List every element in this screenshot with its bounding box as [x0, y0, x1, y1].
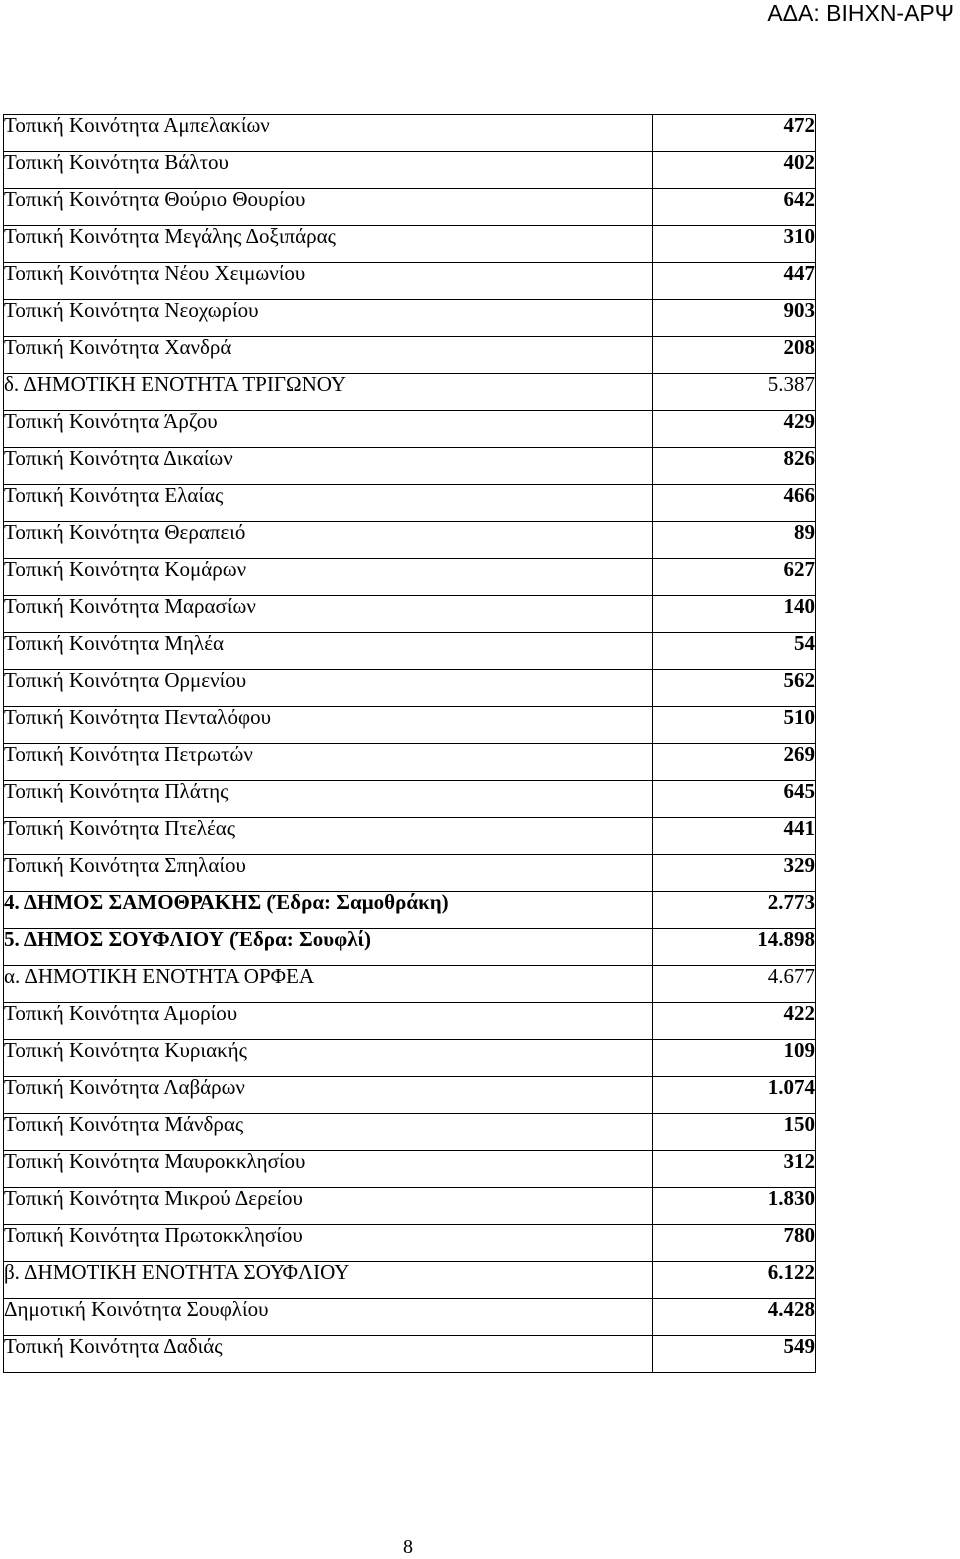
community-name: Τοπική Κοινότητα Βάλτου: [4, 152, 653, 189]
community-name: Τοπική Κοινότητα Ορμενίου: [4, 670, 653, 707]
community-name: Τοπική Κοινότητα Ελαίας: [4, 485, 653, 522]
community-name: Τοπική Κοινότητα Λαβάρων: [4, 1077, 653, 1114]
table-row: [4, 1151, 816, 1188]
table-row: [4, 892, 816, 929]
table-row: [4, 559, 816, 596]
table-row: [4, 1336, 816, 1373]
table-row: [4, 966, 816, 1003]
table-row: [4, 1077, 816, 1114]
table-row: [4, 633, 816, 670]
community-name: δ. ΔΗΜΟΤΙΚΗ ΕΝΟΤΗΤΑ ΤΡΙΓΩΝΟΥ: [4, 374, 653, 411]
community-name: β. ΔΗΜΟΤΙΚΗ ΕΝΟΤΗΤΑ ΣΟΥΦΛΙΟΥ: [4, 1262, 653, 1299]
table-row: [4, 411, 816, 448]
table-row: [4, 448, 816, 485]
community-name: Τοπική Κοινότητα Νεοχωρίου: [4, 300, 653, 337]
community-name: Τοπική Κοινότητα Μεγάλης Δοξιπάρας: [4, 226, 653, 263]
page-number: 8: [403, 1536, 413, 1558]
population-value: 627: [652, 559, 815, 596]
table-row: [4, 337, 816, 374]
table-row: [4, 522, 816, 559]
population-value: 441: [652, 818, 815, 855]
community-name: Τοπική Κοινότητα Κυριακής: [4, 1040, 653, 1077]
table-row: [4, 1299, 816, 1336]
table-row: [4, 855, 816, 892]
table-row: [4, 1188, 816, 1225]
table-row: [4, 596, 816, 633]
table-row: [4, 263, 816, 300]
table-row: [4, 744, 816, 781]
population-value: 780: [652, 1225, 815, 1262]
community-name: α. ΔΗΜΟΤΙΚΗ ΕΝΟΤΗΤΑ ΟΡΦΕΑ: [4, 966, 653, 1003]
community-name: Δημοτική Κοινότητα Σουφλίου: [4, 1299, 653, 1336]
population-value: 1.074: [652, 1077, 815, 1114]
community-name: Τοπική Κοινότητα Πτελέας: [4, 818, 653, 855]
table-row: [4, 670, 816, 707]
population-value: 109: [652, 1040, 815, 1077]
population-value: 549: [652, 1336, 815, 1373]
community-name: Τοπική Κοινότητα Αμπελακίων: [4, 115, 653, 152]
population-value: 312: [652, 1151, 815, 1188]
population-value: 140: [652, 596, 815, 633]
community-name: Τοπική Κοινότητα Θούριο Θουρίου: [4, 189, 653, 226]
table-row: [4, 1040, 816, 1077]
community-name: 5. ΔΗΜΟΣ ΣΟΥΦΛΙΟΥ (Έδρα: Σουφλί): [4, 929, 653, 966]
community-name: Τοπική Κοινότητα Αμορίου: [4, 1003, 653, 1040]
community-name: Τοπική Κοινότητα Πετρωτών: [4, 744, 653, 781]
community-name: Τοπική Κοινότητα Πενταλόφου: [4, 707, 653, 744]
community-name: Τοπική Κοινότητα Χανδρά: [4, 337, 653, 374]
community-name: Τοπική Κοινότητα Δικαίων: [4, 448, 653, 485]
population-value: 269: [652, 744, 815, 781]
population-value: 14.898: [652, 929, 815, 966]
table-row: [4, 781, 816, 818]
population-value: 329: [652, 855, 815, 892]
population-value: 208: [652, 337, 815, 374]
population-value: 642: [652, 189, 815, 226]
table-row: [4, 1003, 816, 1040]
table-row: [4, 226, 816, 263]
population-value: 903: [652, 300, 815, 337]
population-value: 645: [652, 781, 815, 818]
population-value: 402: [652, 152, 815, 189]
population-value: 6.122: [652, 1262, 815, 1299]
table-row: [4, 300, 816, 337]
population-value: 150: [652, 1114, 815, 1151]
table-row: [4, 1262, 816, 1299]
community-name: Τοπική Κοινότητα Πρωτοκκλησίου: [4, 1225, 653, 1262]
population-value: 4.677: [652, 966, 815, 1003]
community-name: Τοπική Κοινότητα Μηλέα: [4, 633, 653, 670]
table-row: [4, 1225, 816, 1262]
population-table: [3, 114, 816, 1373]
population-value: 5.387: [652, 374, 815, 411]
population-value: 54: [652, 633, 815, 670]
population-value: 310: [652, 226, 815, 263]
population-value: 472: [652, 115, 815, 152]
community-name: 4. ΔΗΜΟΣ ΣΑΜΟΘΡΑΚΗΣ (Έδρα: Σαμοθράκη): [4, 892, 653, 929]
table-row: [4, 152, 816, 189]
community-name: Τοπική Κοινότητα Κομάρων: [4, 559, 653, 596]
population-value: 562: [652, 670, 815, 707]
population-value: 510: [652, 707, 815, 744]
population-value: 447: [652, 263, 815, 300]
community-name: Τοπική Κοινότητα Μαρασίων: [4, 596, 653, 633]
table-row: [4, 929, 816, 966]
table-row: [4, 189, 816, 226]
population-value: 2.773: [652, 892, 815, 929]
population-value: 466: [652, 485, 815, 522]
community-name: Τοπική Κοινότητα Μαυροκκλησίου: [4, 1151, 653, 1188]
table-row: [4, 1114, 816, 1151]
table-row: [4, 818, 816, 855]
table-row: [4, 115, 816, 152]
population-value: 4.428: [652, 1299, 815, 1336]
community-name: Τοπική Κοινότητα Δαδιάς: [4, 1336, 653, 1373]
population-value: 826: [652, 448, 815, 485]
community-name: Τοπική Κοινότητα Πλάτης: [4, 781, 653, 818]
population-value: 1.830: [652, 1188, 815, 1225]
table-row: [4, 374, 816, 411]
table-row: [4, 707, 816, 744]
population-value: 422: [652, 1003, 815, 1040]
community-name: Τοπική Κοινότητα Νέου Χειμωνίου: [4, 263, 653, 300]
population-value: 429: [652, 411, 815, 448]
population-table-body: [4, 115, 816, 1373]
community-name: Τοπική Κοινότητα Σπηλαίου: [4, 855, 653, 892]
table-row: [4, 485, 816, 522]
community-name: Τοπική Κοινότητα Μάνδρας: [4, 1114, 653, 1151]
ada-code: ΑΔΑ: ΒΙΗΧΝ-ΑΡΨ: [767, 0, 954, 26]
community-name: Τοπική Κοινότητα Θεραπειό: [4, 522, 653, 559]
community-name: Τοπική Κοινότητα Μικρού Δερείου: [4, 1188, 653, 1225]
population-value: 89: [652, 522, 815, 559]
community-name: Τοπική Κοινότητα Άρζου: [4, 411, 653, 448]
